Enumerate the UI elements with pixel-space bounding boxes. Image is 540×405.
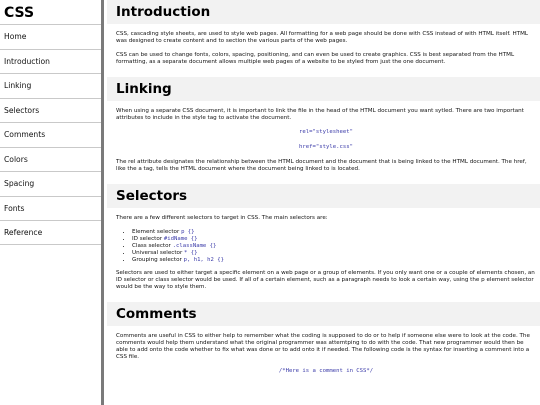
section-body	[107, 208, 540, 302]
nav-item-reference[interactable]: Reference	[0, 220, 101, 245]
list-item-label: Class selector	[132, 243, 173, 249]
section-body	[107, 101, 540, 184]
list-item-label: Universal selector	[132, 250, 185, 256]
sidebar	[0, 0, 104, 405]
code-snippet-rel: rel="stylesheet"	[299, 129, 353, 135]
nav-item-colors[interactable]: Colors	[0, 147, 101, 172]
nav-item-introduction[interactable]: Introduction	[0, 49, 101, 74]
paragraph: There are a few different selectors to target in CSS. The main selectors are:	[116, 215, 328, 221]
selector-list	[132, 229, 536, 264]
code-snippet-comment: /*Here is a comment in CSS*/	[278, 368, 374, 374]
list-item	[132, 250, 536, 257]
section-heading-introduction: Introduction	[107, 0, 540, 24]
section-introduction	[107, 0, 540, 77]
section-body	[107, 24, 540, 77]
nav-item-spacing[interactable]: Spacing	[0, 171, 101, 196]
section-comments	[107, 302, 540, 387]
list-item	[132, 257, 536, 264]
section-linking	[107, 77, 540, 184]
paragraph: Comments are useful in CSS to either help to remember what the coding is supposed to do or to help if someone else were to look at the code. The comments would help them understand what the original programmer was attemtping to do with the code. That new programmer would then be able to add onto the code whether to fix what was done or to add onto it if needed. The following code is the syntax for inserting a comment into a CSS file.	[116, 333, 530, 360]
section-body	[107, 326, 540, 387]
list-item-label: ID selector	[132, 236, 164, 242]
paragraph: The rel attribute designates the relationship between the HTML document and the document that is being linked to the HTML document. The href, like the a tag, tells the HTML document where the document being linked to is located.	[116, 159, 527, 172]
nav-item-selectors[interactable]: Selectors	[0, 98, 101, 123]
section-heading-comments: Comments	[107, 302, 540, 326]
nav-item-comments[interactable]: Comments	[0, 122, 101, 147]
code-inline: .className {}	[172, 243, 217, 249]
code-inline: #idName {}	[163, 236, 198, 242]
code-inline: p {}	[181, 229, 195, 235]
nav-item-home[interactable]: Home	[0, 24, 101, 49]
section-heading-linking: Linking	[107, 77, 540, 101]
list-item	[132, 243, 536, 250]
code-inline: * {}	[184, 250, 198, 256]
paragraph: CSS can be used to change fonts, colors, spacing, positioning, and can even be used to create graphics. CSS is best separated from the HTML formatting, as a separate document allows multiple web pages of a website to be styled from just the one document.	[116, 52, 515, 65]
list-item	[132, 236, 536, 243]
paragraph: Selectors are used to either target a specific element on a web page or a group of elements. If you only want one or a couple of elements chosen, an ID selector or class selector would be used. If all of a certain element, such as a paragraph needs to look a certain way, using the p element selector would be the way to style them.	[116, 270, 535, 290]
paragraph: When using a separate CSS document, it is important to link the file in the head of the HTML document you want sytled. There are two important attributes to include in the style tag to activate the document.	[116, 108, 524, 121]
list-item	[132, 229, 536, 236]
list-item-label: Grouping selector	[132, 257, 184, 263]
section-heading-selectors: Selectors	[107, 184, 540, 208]
nav-item-linking[interactable]: Linking	[0, 73, 101, 98]
nav-item-fonts[interactable]: Fonts	[0, 196, 101, 221]
site-title: CSS	[4, 5, 35, 21]
list-item-label: Element selector	[132, 229, 182, 235]
code-inline: p, h1, h2 {}	[183, 257, 225, 263]
main-content	[107, 0, 540, 405]
code-snippet-href: href="style.css"	[299, 144, 353, 150]
section-selectors	[107, 184, 540, 302]
paragraph: CSS, cascading style sheets, are used to style web pages. All formatting for a web page should be done with CSS instead of with HTML itself. HTML was designed to create content and to section the various parts of the web pages.	[116, 31, 529, 44]
